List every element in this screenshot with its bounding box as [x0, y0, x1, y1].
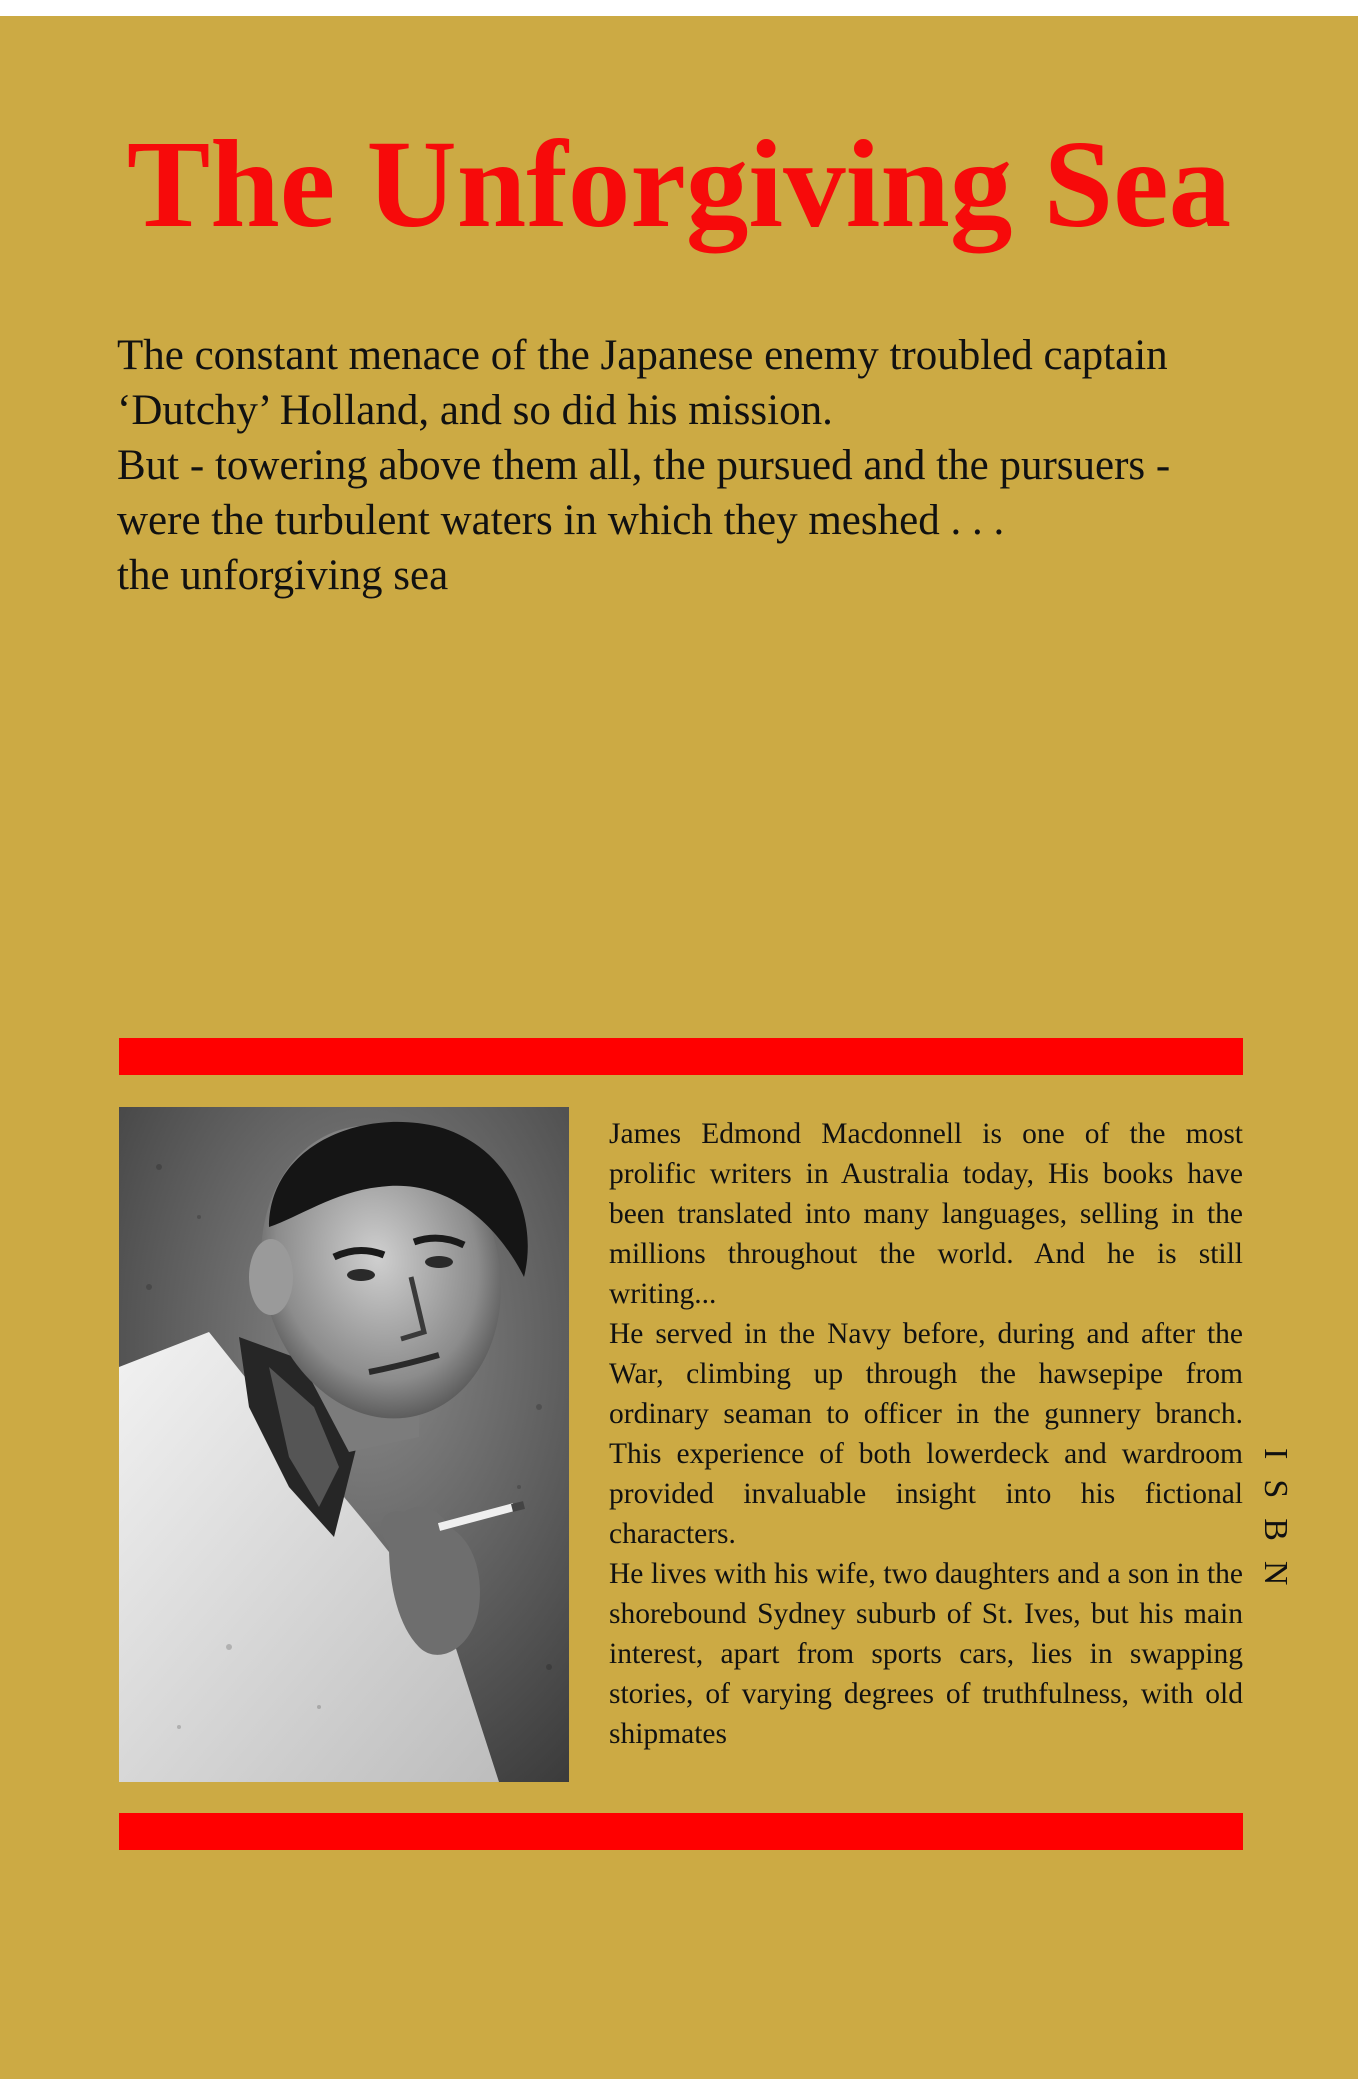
blurb-line: were the turbulent waters in which they meshed . . . — [117, 497, 1005, 544]
bio-paragraph: He served in the Navy before, during and after the War, climbing up through the hawsepipe from ordinary seaman to officer in the gunnery branch. This experience of both lowerdeck and wardroom provided invaluable insight into his fictional characters. — [609, 1318, 1243, 1550]
author-portrait-photo — [119, 1107, 569, 1782]
top-divider-bar — [119, 1038, 1243, 1075]
book-title: The Unforgiving Sea — [126, 116, 1232, 254]
bio-paragraph: James Edmond Macdonnell is one of the most prolific writers in Australia today, His books have been translated into many languages, selling in the millions throughout the world. And he is still writing... — [609, 1118, 1243, 1310]
blurb-line: The constant menace of the Japanese enemy troubled captain — [117, 332, 1168, 379]
author-bio — [609, 1114, 1243, 1754]
blurb-line: ‘Dutchy’ Holland, and so did his mission. — [117, 387, 833, 434]
blurb-line: the unforgiving sea — [117, 552, 449, 599]
bottom-divider-bar — [119, 1813, 1243, 1850]
bio-paragraph: He lives with his wife, two daughters and a son in the shorebound Sydney suburb of St. Ives, but his main interest, apart from sports cars, lies in swapping stories, of varying degrees of truthfulness, with old shipmates — [609, 1558, 1243, 1750]
blurb-line: But - towering above them all, the pursued and the pursuers - — [117, 442, 1171, 489]
isbn-label: ISBN — [1257, 1448, 1294, 1606]
blurb — [117, 328, 1237, 603]
